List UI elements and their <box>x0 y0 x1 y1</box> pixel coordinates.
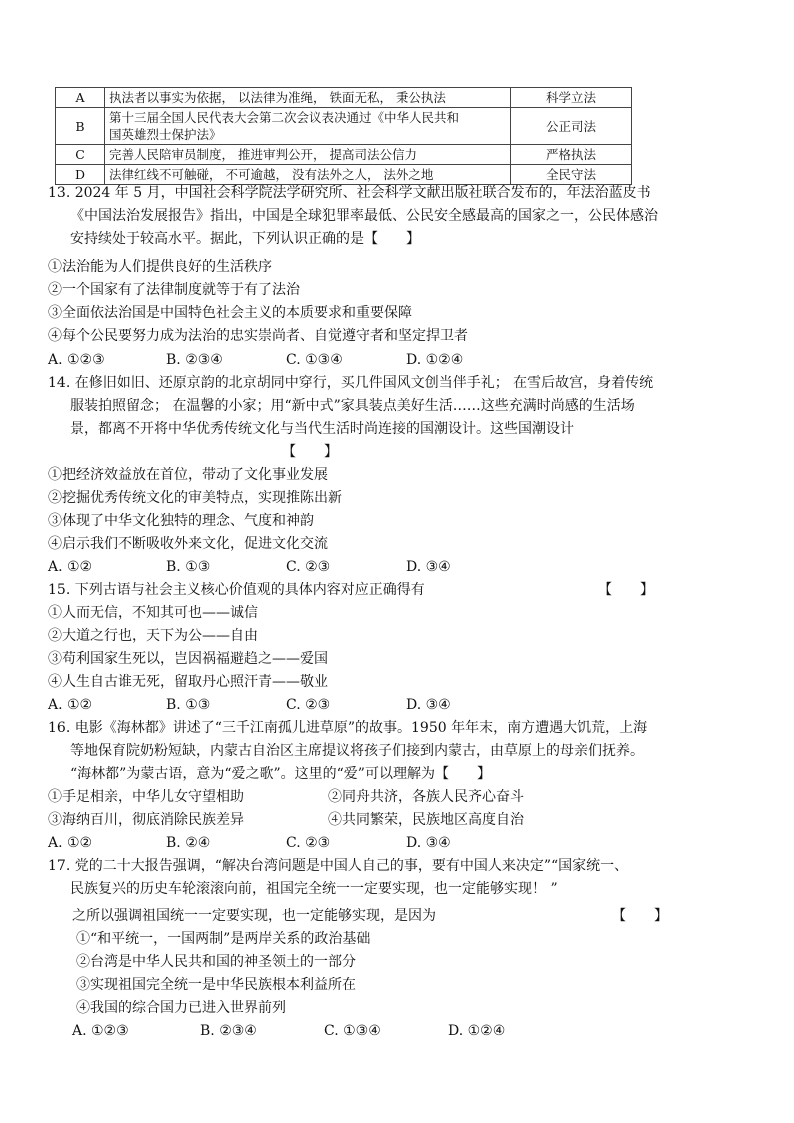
row-content: 完善人民陪审员制度， 推进审判公开， 提高司法公信力 <box>105 145 511 165</box>
option-d[interactable]: D. ①②④ <box>406 352 464 368</box>
option-b[interactable]: B. ②④ <box>166 835 211 851</box>
row-label: C <box>56 145 105 165</box>
option-a[interactable]: A. ①② <box>48 697 93 713</box>
q14-item: ④启示我们不断吸收外来文化，促进文化交流 <box>48 536 328 552</box>
option-d[interactable]: D. ③④ <box>406 835 451 851</box>
q13-item: ③全面依法治国是中国特色社会主义的本质要求和重要保障 <box>48 305 412 321</box>
q17-item: ③实现祖国完全统一是中华民族根本利益所在 <box>76 977 356 993</box>
option-c[interactable]: C. ①③④ <box>286 352 343 368</box>
q17-stem: 之所以强调祖国统一一定要实现，也一定能够实现，是因为 <box>72 908 436 924</box>
q13-stem: 13. 2024 年 5 月，中国社会科学院法学研究所、社会科学文献出版社联合发布的，年法治蓝皮书 <box>48 185 651 201</box>
q14-stem: 景，都离不开将中华优秀传统文化与当代生活时尚连接的国潮设计。这些国潮设计 <box>70 421 574 437</box>
q17-stem: 17. 党的二十大报告强调，“解决台湾问题是中国人自己的事，要有中国人来决定”“国家统一、 <box>48 858 629 874</box>
q15-stem: 15. 下列古语与社会主义核心价值观的具体内容对应正确得有 <box>48 582 425 598</box>
q17-item: ②台湾是中华人民共和国的神圣领土的一部分 <box>76 954 356 970</box>
row-label: D <box>56 165 105 185</box>
table-row <box>56 88 632 108</box>
q16-stem: 16. 电影《海林都》讲述了“三千江南孤儿进草原”的故事。1950 年年末，南方遭遇大饥荒，上海 <box>48 720 648 736</box>
option-c[interactable]: C. ②③ <box>286 835 331 851</box>
row-content <box>105 108 511 145</box>
q14-item: ③体现了中华文化独特的理念、气度和神韵 <box>48 513 314 529</box>
q14-item: ②挖掘优秀传统文化的审美特点，实现推陈出新 <box>48 490 342 506</box>
q16-item: ①手足相亲，中华儿女守望相助 <box>48 789 244 805</box>
q16-item: ④共同繁荣，民族地区高度自治 <box>328 812 524 828</box>
q13-item: ④每个公民要努力成为法治的忠实崇尚者、自觉遵守者和坚定捍卫者 <box>48 328 468 344</box>
q15-answer-bracket[interactable]: 【 】 <box>598 582 654 598</box>
q14-stem: 服装拍照留念； 在温馨的小家；用“新中式”家具装点美好生活……这些充满时尚感的生活场 <box>70 398 635 414</box>
row-label: A <box>56 88 105 108</box>
row-content-line: 第十三届全国人民代表大会第二次会议表决通过《中华人民共和 <box>109 110 460 125</box>
option-d[interactable]: D. ③④ <box>406 697 451 713</box>
q15-item: ③苟利国家生死以，岂因祸福避趋之——爱国 <box>48 651 328 667</box>
option-c[interactable]: C. ②③ <box>286 559 331 575</box>
q16-stem: 等地保育院奶粉短缺，内蒙古自治区主席提议将孩子们接到内蒙古，由草原上的母亲们抚养。 <box>70 743 644 759</box>
matching-table <box>55 87 632 185</box>
q17-stem: 民族复兴的历史车轮滚滚向前，祖国完全统一一定要实现，也一定能够实现！ ” <box>70 881 558 897</box>
option-b[interactable]: B. ②③④ <box>166 352 223 368</box>
option-b[interactable]: B. ②③④ <box>200 1023 257 1039</box>
option-a[interactable]: A. ①②③ <box>48 352 105 368</box>
table-row <box>56 108 632 145</box>
option-d[interactable]: D. ③④ <box>406 559 451 575</box>
q15-item: ②大道之行也，天下为公——自由 <box>48 628 258 644</box>
row-content: 执法者以事实为依据， 以法律为准绳， 铁面无私， 秉公执法 <box>105 88 511 108</box>
table-row <box>56 165 632 185</box>
row-content: 法律红线不可触碰， 不可逾越， 没有法外之人， 法外之地 <box>105 165 511 185</box>
q16-item: ③海纳百川，彻底消除民族差异 <box>48 812 244 828</box>
option-a[interactable]: A. ①② <box>48 835 93 851</box>
row-category: 公正司法 <box>511 108 632 145</box>
q13-stem: 安持续处于较高水平。据此，下列认识正确的是【 】 <box>70 231 420 247</box>
q15-item: ④人生自古谁无死，留取丹心照汗青——敬业 <box>48 674 328 690</box>
row-content-line: 国英雄烈士保护法》 <box>109 127 222 142</box>
row-label: B <box>56 108 105 145</box>
q17-item: ①“和平统一，一国两制”是两岸关系的政治基础 <box>76 931 371 947</box>
q14-answer-bracket[interactable]: 【 】 <box>282 444 338 460</box>
table-row <box>56 145 632 165</box>
q14-item: ①把经济效益放在首位，带动了文化事业发展 <box>48 467 328 483</box>
q16-stem: “海林都”为蒙古语，意为“爱之歌”。这里的“爱”可以理解为【 】 <box>70 766 491 782</box>
option-b[interactable]: B. ①③ <box>166 559 211 575</box>
option-c[interactable]: C. ②③ <box>286 697 331 713</box>
q15-item: ①人而无信，不知其可也——诚信 <box>48 605 258 621</box>
option-a[interactable]: A. ①②③ <box>72 1023 129 1039</box>
q13-item: ①法治能为人们提供良好的生活秩序 <box>48 259 272 275</box>
q17-item: ④我国的综合国力已进入世界前列 <box>76 1000 286 1016</box>
option-a[interactable]: A. ①② <box>48 559 93 575</box>
q14-stem: 14. 在修旧如旧、还原京韵的北京胡同中穿行，买几件国风文创当伴手礼； 在雪后故宫，身着传统 <box>48 375 654 391</box>
q13-stem: 《中国法治发展报告》指出，中国是全球犯罪率最低、公民安全感最高的国家之一，公民体感治 <box>70 208 658 224</box>
q13-item: ②一个国家有了法律制度就等于有了法治 <box>48 282 300 298</box>
q17-answer-bracket[interactable]: 【 】 <box>612 908 668 924</box>
option-c[interactable]: C. ①③④ <box>324 1023 381 1039</box>
row-category: 全民守法 <box>511 165 632 185</box>
option-b[interactable]: B. ①③ <box>166 697 211 713</box>
row-category: 科学立法 <box>511 88 632 108</box>
option-d[interactable]: D. ①②④ <box>448 1023 506 1039</box>
row-category: 严格执法 <box>511 145 632 165</box>
q16-item: ②同舟共济，各族人民齐心奋斗 <box>328 789 524 805</box>
